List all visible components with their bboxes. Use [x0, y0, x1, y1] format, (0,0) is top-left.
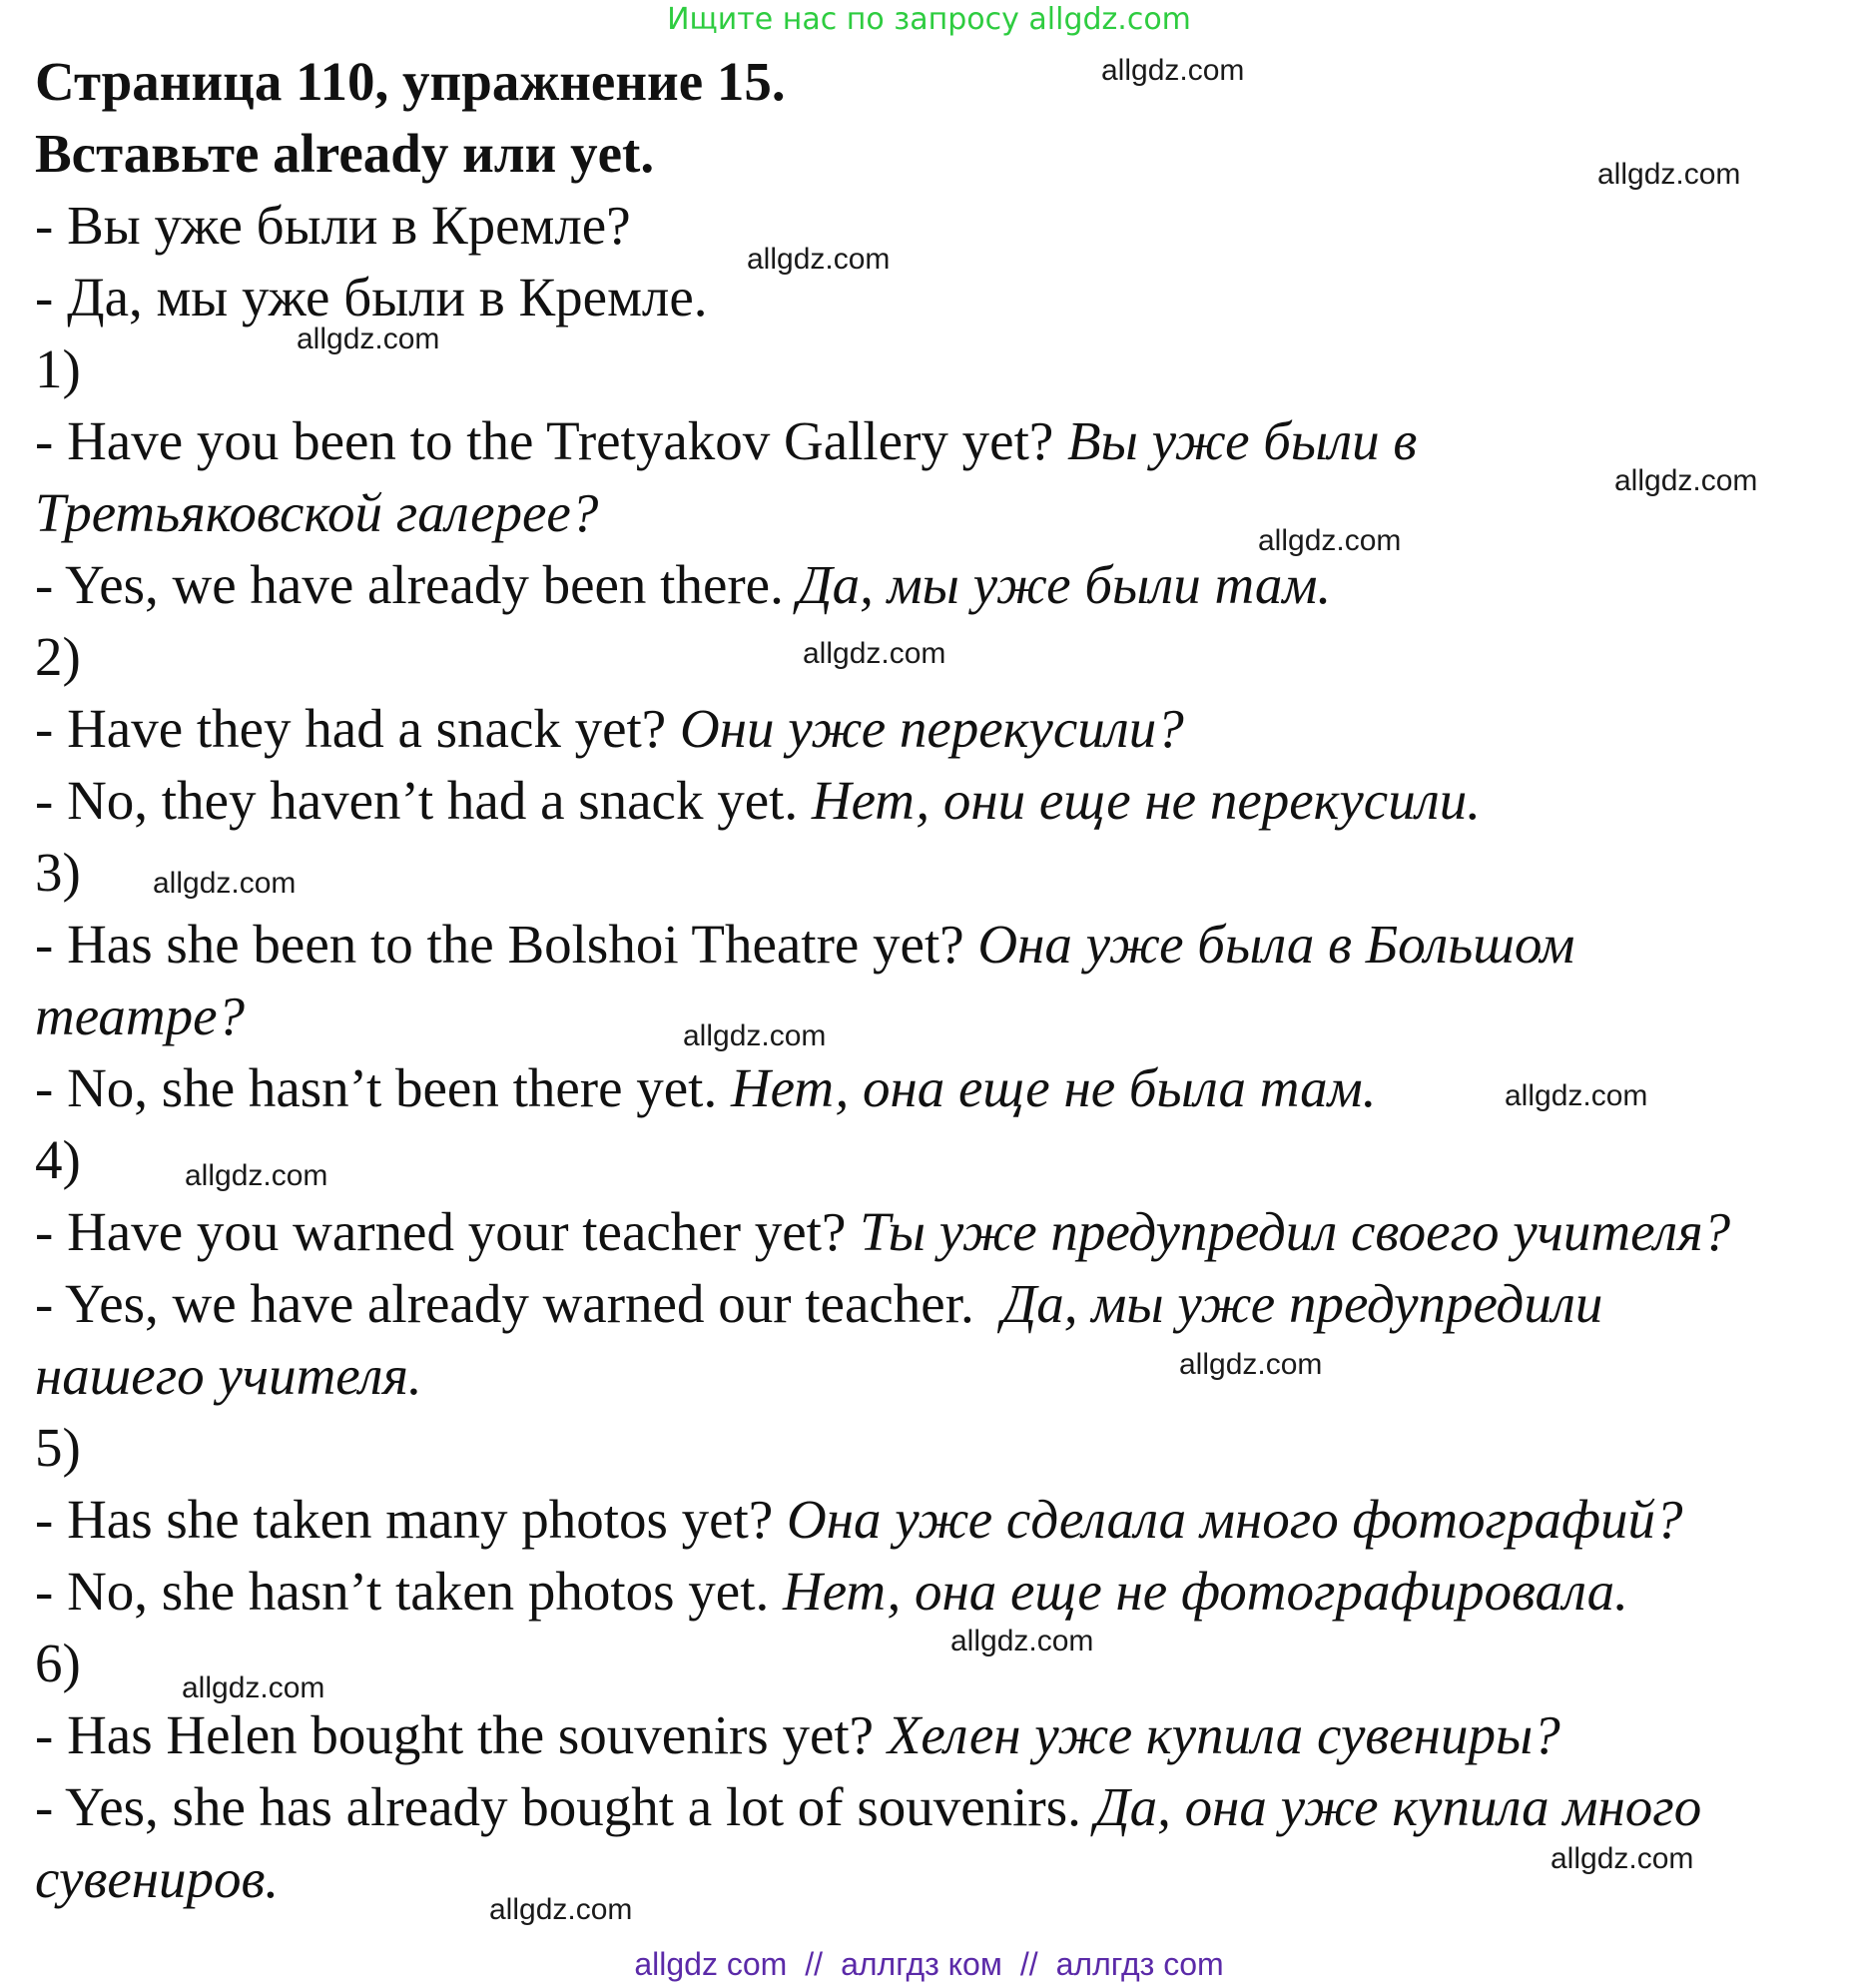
watermark: allgdz.com: [803, 637, 946, 670]
watermark: allgdz.com: [1550, 1842, 1694, 1875]
item-5-question: - Has she taken many photos yet? Она уже сделала много фотографий?: [35, 1489, 1683, 1550]
item-number-4: 4): [35, 1129, 81, 1190]
watermark: allgdz.com: [153, 867, 297, 900]
item-number-1: 1): [35, 338, 81, 399]
watermark: allgdz.com: [1614, 464, 1758, 497]
page-title: Страница 110, упражнение 15.: [35, 51, 786, 112]
item-2-question: - Have they had a snack yet? Они уже перекусили?: [35, 698, 1184, 759]
watermark: allgdz.com: [747, 243, 891, 276]
item-number-6: 6): [35, 1633, 81, 1693]
item-number-2: 2): [35, 626, 81, 687]
item-4-question: - Have you warned your teacher yet? Ты уже предупредил своего учителя?: [35, 1201, 1731, 1262]
item-3-question: - Has she been to the Bolshoi Theatre yet? Она уже была в Большом: [35, 914, 1575, 975]
example-question: - Вы уже были в Кремле?: [35, 195, 631, 256]
item-6-answer: - Yes, she has already bought a lot of souvenirs. Да, она уже купила много: [35, 1776, 1702, 1837]
item-1-question: - Have you been to the Tretyakov Gallery yet? Вы уже были в: [35, 410, 1418, 471]
watermark: allgdz.com: [297, 323, 440, 355]
item-1-question-cont: Третьяковской галерее?: [35, 482, 599, 543]
item-number-5: 5): [35, 1417, 81, 1478]
item-4-answer-cont: нашего учителя.: [35, 1345, 422, 1406]
item-3-answer: - No, she hasn’t been there yet. Нет, она еще не была там.: [35, 1057, 1377, 1118]
footer-separator: //: [1019, 1946, 1038, 1982]
footer-part-2: аллгдз ком: [841, 1946, 1002, 1982]
footer-part-3: аллгдз com: [1055, 1946, 1224, 1982]
watermark: allgdz.com: [1258, 524, 1402, 557]
item-3-question-cont: театре?: [35, 986, 246, 1046]
top-banner: Ищите нас по запросу allgdz.com: [667, 2, 1191, 37]
item-5-answer: - No, she hasn’t taken photos yet. Нет, она еще не фотографировала.: [35, 1561, 1628, 1622]
watermark: allgdz.com: [1101, 54, 1245, 87]
footer-part-1: allgdz com: [634, 1946, 788, 1982]
watermark: allgdz.com: [950, 1625, 1094, 1657]
watermark: allgdz.com: [182, 1671, 325, 1704]
item-4-answer: - Yes, we have already warned our teacher. Да, мы уже предупредили: [35, 1273, 1603, 1334]
item-6-answer-cont: сувениров.: [35, 1848, 280, 1909]
footer-separator: //: [805, 1946, 824, 1982]
example-answer: - Да, мы уже были в Кремле.: [35, 267, 708, 328]
watermark: allgdz.com: [683, 1019, 827, 1052]
watermark: allgdz.com: [185, 1159, 328, 1192]
item-1-answer: - Yes, we have already been there. Да, мы уже были там.: [35, 554, 1332, 615]
watermark: allgdz.com: [1505, 1079, 1648, 1112]
watermark: allgdz.com: [1179, 1348, 1323, 1381]
item-number-3: 3): [35, 842, 81, 903]
footer-links: [0, 1945, 1858, 1983]
watermark: allgdz.com: [489, 1893, 633, 1926]
item-2-answer: - No, they haven’t had a snack yet. Нет, они еще не перекусили.: [35, 770, 1481, 831]
instruction: Вставьте already или yet.: [35, 123, 655, 184]
watermark: allgdz.com: [1597, 158, 1741, 191]
item-6-question: - Has Helen bought the souvenirs yet? Хелен уже купила сувениры?: [35, 1704, 1560, 1765]
